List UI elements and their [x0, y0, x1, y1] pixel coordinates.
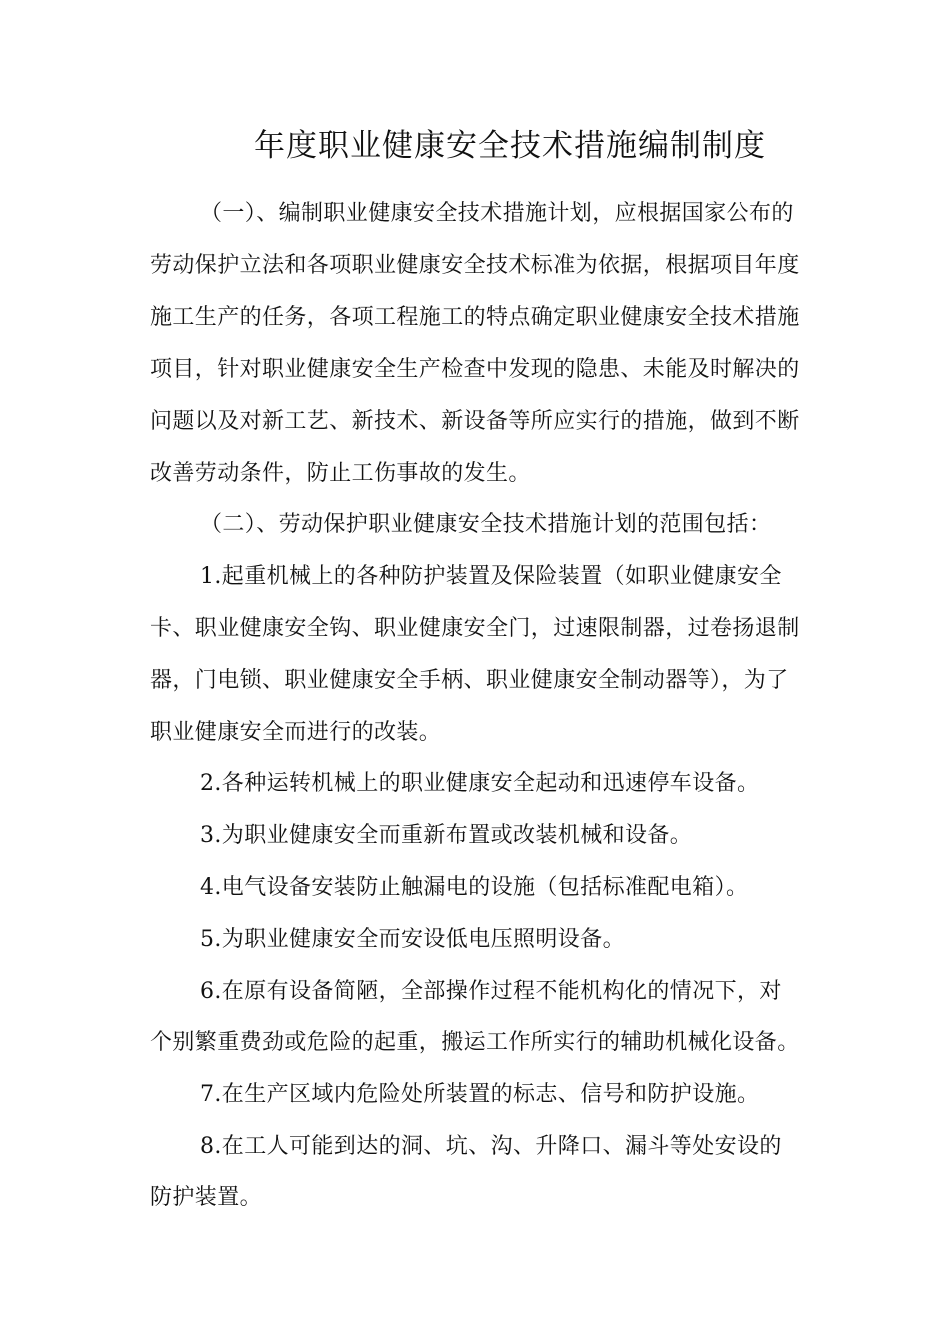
list-item-line: 7.在生产区域内危险处所装置的标志、信号和防护设施。 [200, 1082, 760, 1107]
list-item-line: 6.在原有设备简陋，全部操作过程不能机构化的情况下，对 [200, 979, 782, 1004]
paragraph-line: （一）、编制职业健康安全技术措施计划，应根据国家公布的 [200, 201, 794, 226]
paragraph-line: 问题以及对新工艺、新技术、新设备等所应实行的措施，做到不断 [150, 409, 800, 434]
paragraph-line: 改善劳动条件，防止工伤事故的发生。 [150, 461, 531, 486]
paragraph-line: 施工生产的任务，各项工程施工的特点确定职业健康安全技术措施 [150, 305, 800, 330]
list-item-line: 8.在工人可能到达的洞、坑、沟、升降口、漏斗等处安设的 [200, 1134, 782, 1159]
list-item-line: 器，门电锁、职业健康安全手柄、职业健康安全制动器等），为了 [150, 668, 789, 693]
paragraph-line: 劳动保护立法和各项职业健康安全技术标准为依据，根据项目年度 [150, 253, 800, 278]
list-item-line: 1.起重机械上的各种防护装置及保险装置（如职业健康安全 [200, 564, 782, 589]
document-title: 年度职业健康安全技术措施编制制度 [254, 128, 766, 164]
list-item-line: 防护装置。 [150, 1185, 263, 1210]
paragraph-line: 项目，针对职业健康安全生产检查中发现的隐患、未能及时解决的 [150, 357, 800, 382]
paragraph-line: （二）、劳动保护职业健康安全技术措施计划的范围包括： [200, 512, 772, 537]
list-item-line: 卡、职业健康安全钩、职业健康安全门，过速限制器，过卷扬退制 [150, 616, 800, 641]
list-item-line: 职业健康安全而进行的改装。 [150, 720, 442, 745]
list-item-line: 2.各种运转机械上的职业健康安全起动和迅速停车设备。 [200, 771, 760, 796]
list-item-line: 3.为职业健康安全而重新布置或改装机械和设备。 [200, 823, 693, 848]
list-item-line: 5.为职业健康安全而安设低电压照明设备。 [200, 927, 625, 952]
list-item-line: 个别繁重费劲或危险的起重，搬运工作所实行的辅助机械化设备。 [150, 1030, 800, 1055]
list-item-line: 4.电气设备安装防止触漏电的设施（包括标准配电箱）。 [200, 875, 749, 900]
